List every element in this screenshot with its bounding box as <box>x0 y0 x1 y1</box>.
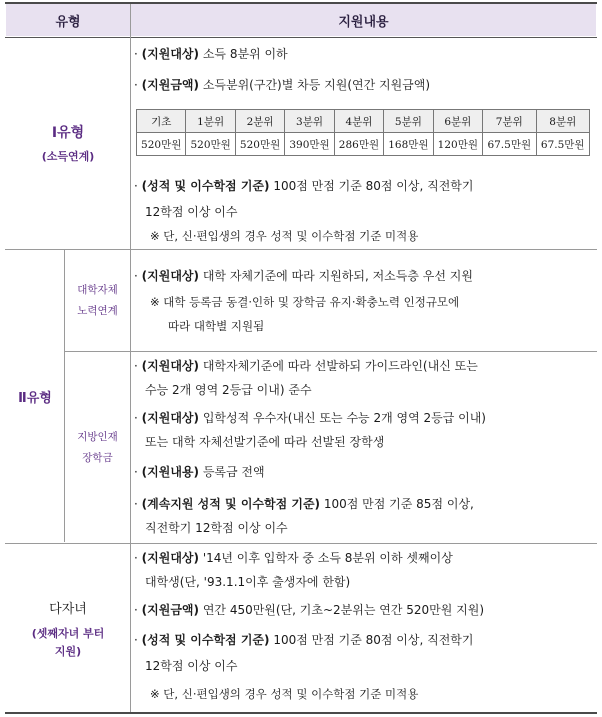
amount-table-header: 6분위 <box>433 110 482 133</box>
amount-table-header: 1분위 <box>186 110 235 133</box>
type2b-target2-cont: 또는 대학 자체선발기준에 따라 선발된 장학생 <box>145 435 385 449</box>
type2a-target: · (지원대상) 대학 자체기준에 따라 지원하되, 저소득층 우선 지원 <box>134 269 473 283</box>
type3-sub1: (셋째자녀 부터 <box>31 626 105 640</box>
type2-label <box>6 250 64 542</box>
type1-label <box>6 38 130 248</box>
amount-table-cell: 520만원 <box>235 133 284 156</box>
amount-table-cell: 520만원 <box>137 133 186 156</box>
type2-sub1: 대학자체 노력연계 <box>77 284 118 317</box>
row-divider-2a <box>64 351 597 352</box>
type2b-target1-cont: 수능 2개 영역 2등급 이내) 준수 <box>145 383 312 397</box>
type2b-target2: · (지원대상) 입학성적 우수자(내신 또는 수능 2개 영역 2등급 이내) <box>134 411 486 425</box>
type2-name: Ⅱ유형 <box>18 390 52 406</box>
header-type: 유형 <box>6 4 130 36</box>
amount-table-header: 8분위 <box>536 110 590 133</box>
type3-grade-cont: 12학점 이상 이수 <box>145 659 238 673</box>
column-divider <box>130 4 131 712</box>
type1-grade: · (성적 및 이수학점 기준) 100점 만점 기준 80점 이상, 직전학기 <box>134 179 474 193</box>
type3-sub2: 지원) <box>54 644 82 658</box>
type3-target: · (지원대상) '14년 이후 입학자 중 소득 8분위 이하 셋째이상 <box>134 551 453 565</box>
type1-sub: (소득연계) <box>41 150 95 163</box>
amount-table-cell: 520만원 <box>186 133 235 156</box>
amount-table <box>136 109 590 156</box>
type2b-grade-cont: 직전학기 12학점 이상 이수 <box>145 521 288 535</box>
type3-label <box>6 544 130 712</box>
amount-table-cell: 286만원 <box>334 133 383 156</box>
amount-table-cell: 168만원 <box>384 133 433 156</box>
amount-table-cell: 120만원 <box>433 133 482 156</box>
amount-table-header: 기초 <box>137 110 186 133</box>
amount-table-header: 5분위 <box>384 110 433 133</box>
type2-sub2: 지방인재 장학금 <box>77 431 118 464</box>
type2b-grade: · (계속지원 성적 및 이수학점 기준) 100점 만점 기준 85점 이상, <box>134 497 474 511</box>
type2b-target1: · (지원대상) 대학자체기준에 따라 선발하되 가이드라인(내신 또는 <box>134 359 478 373</box>
type1-name: Ⅰ유형 <box>51 125 85 141</box>
type2a-note2: 따라 대학별 지원됨 <box>168 319 265 333</box>
type2b-content: · (지원내용) 등록금 전액 <box>134 465 265 479</box>
type2a-note1: ※ 대학 등록금 동결·인하 및 장학금 유지·확충노력 인정규모에 <box>150 295 460 309</box>
type3-target-cont: 대학생(단, '93.1.1이후 출생자에 한함) <box>145 575 351 589</box>
amount-table-header: 3분위 <box>285 110 334 133</box>
type1-amount: · (지원금액) 소득분위(구간)별 차등 지원(연간 지원금액) <box>134 78 431 92</box>
type3-note: ※ 단, 신·편입생의 경우 성적 및 이수학점 기준 미적용 <box>150 687 419 701</box>
header-content: 지원내용 <box>131 4 596 36</box>
type3-grade: · (성적 및 이수학점 기준) 100점 만점 기준 80점 이상, 직전학기 <box>134 633 474 647</box>
amount-table-header: 7분위 <box>483 110 536 133</box>
amount-table-header: 2분위 <box>235 110 284 133</box>
type1-grade-cont: 12학점 이상 이수 <box>145 205 238 219</box>
amount-table-cell: 67.5만원 <box>536 133 590 156</box>
type1-target: · (지원대상) 소득 8분위 이하 <box>134 47 288 61</box>
amount-table-header: 4분위 <box>334 110 383 133</box>
amount-table-cell: 390만원 <box>285 133 334 156</box>
type3-amount: · (지원금액) 연간 450만원(단, 기초~2분위는 연간 520만원 지원) <box>134 603 485 617</box>
type1-note: ※ 단, 신·편입생의 경우 성적 및 이수학점 기준 미적용 <box>150 229 419 243</box>
amount-table-cell: 67.5만원 <box>483 133 536 156</box>
type3-name: 다자녀 <box>49 601 87 617</box>
